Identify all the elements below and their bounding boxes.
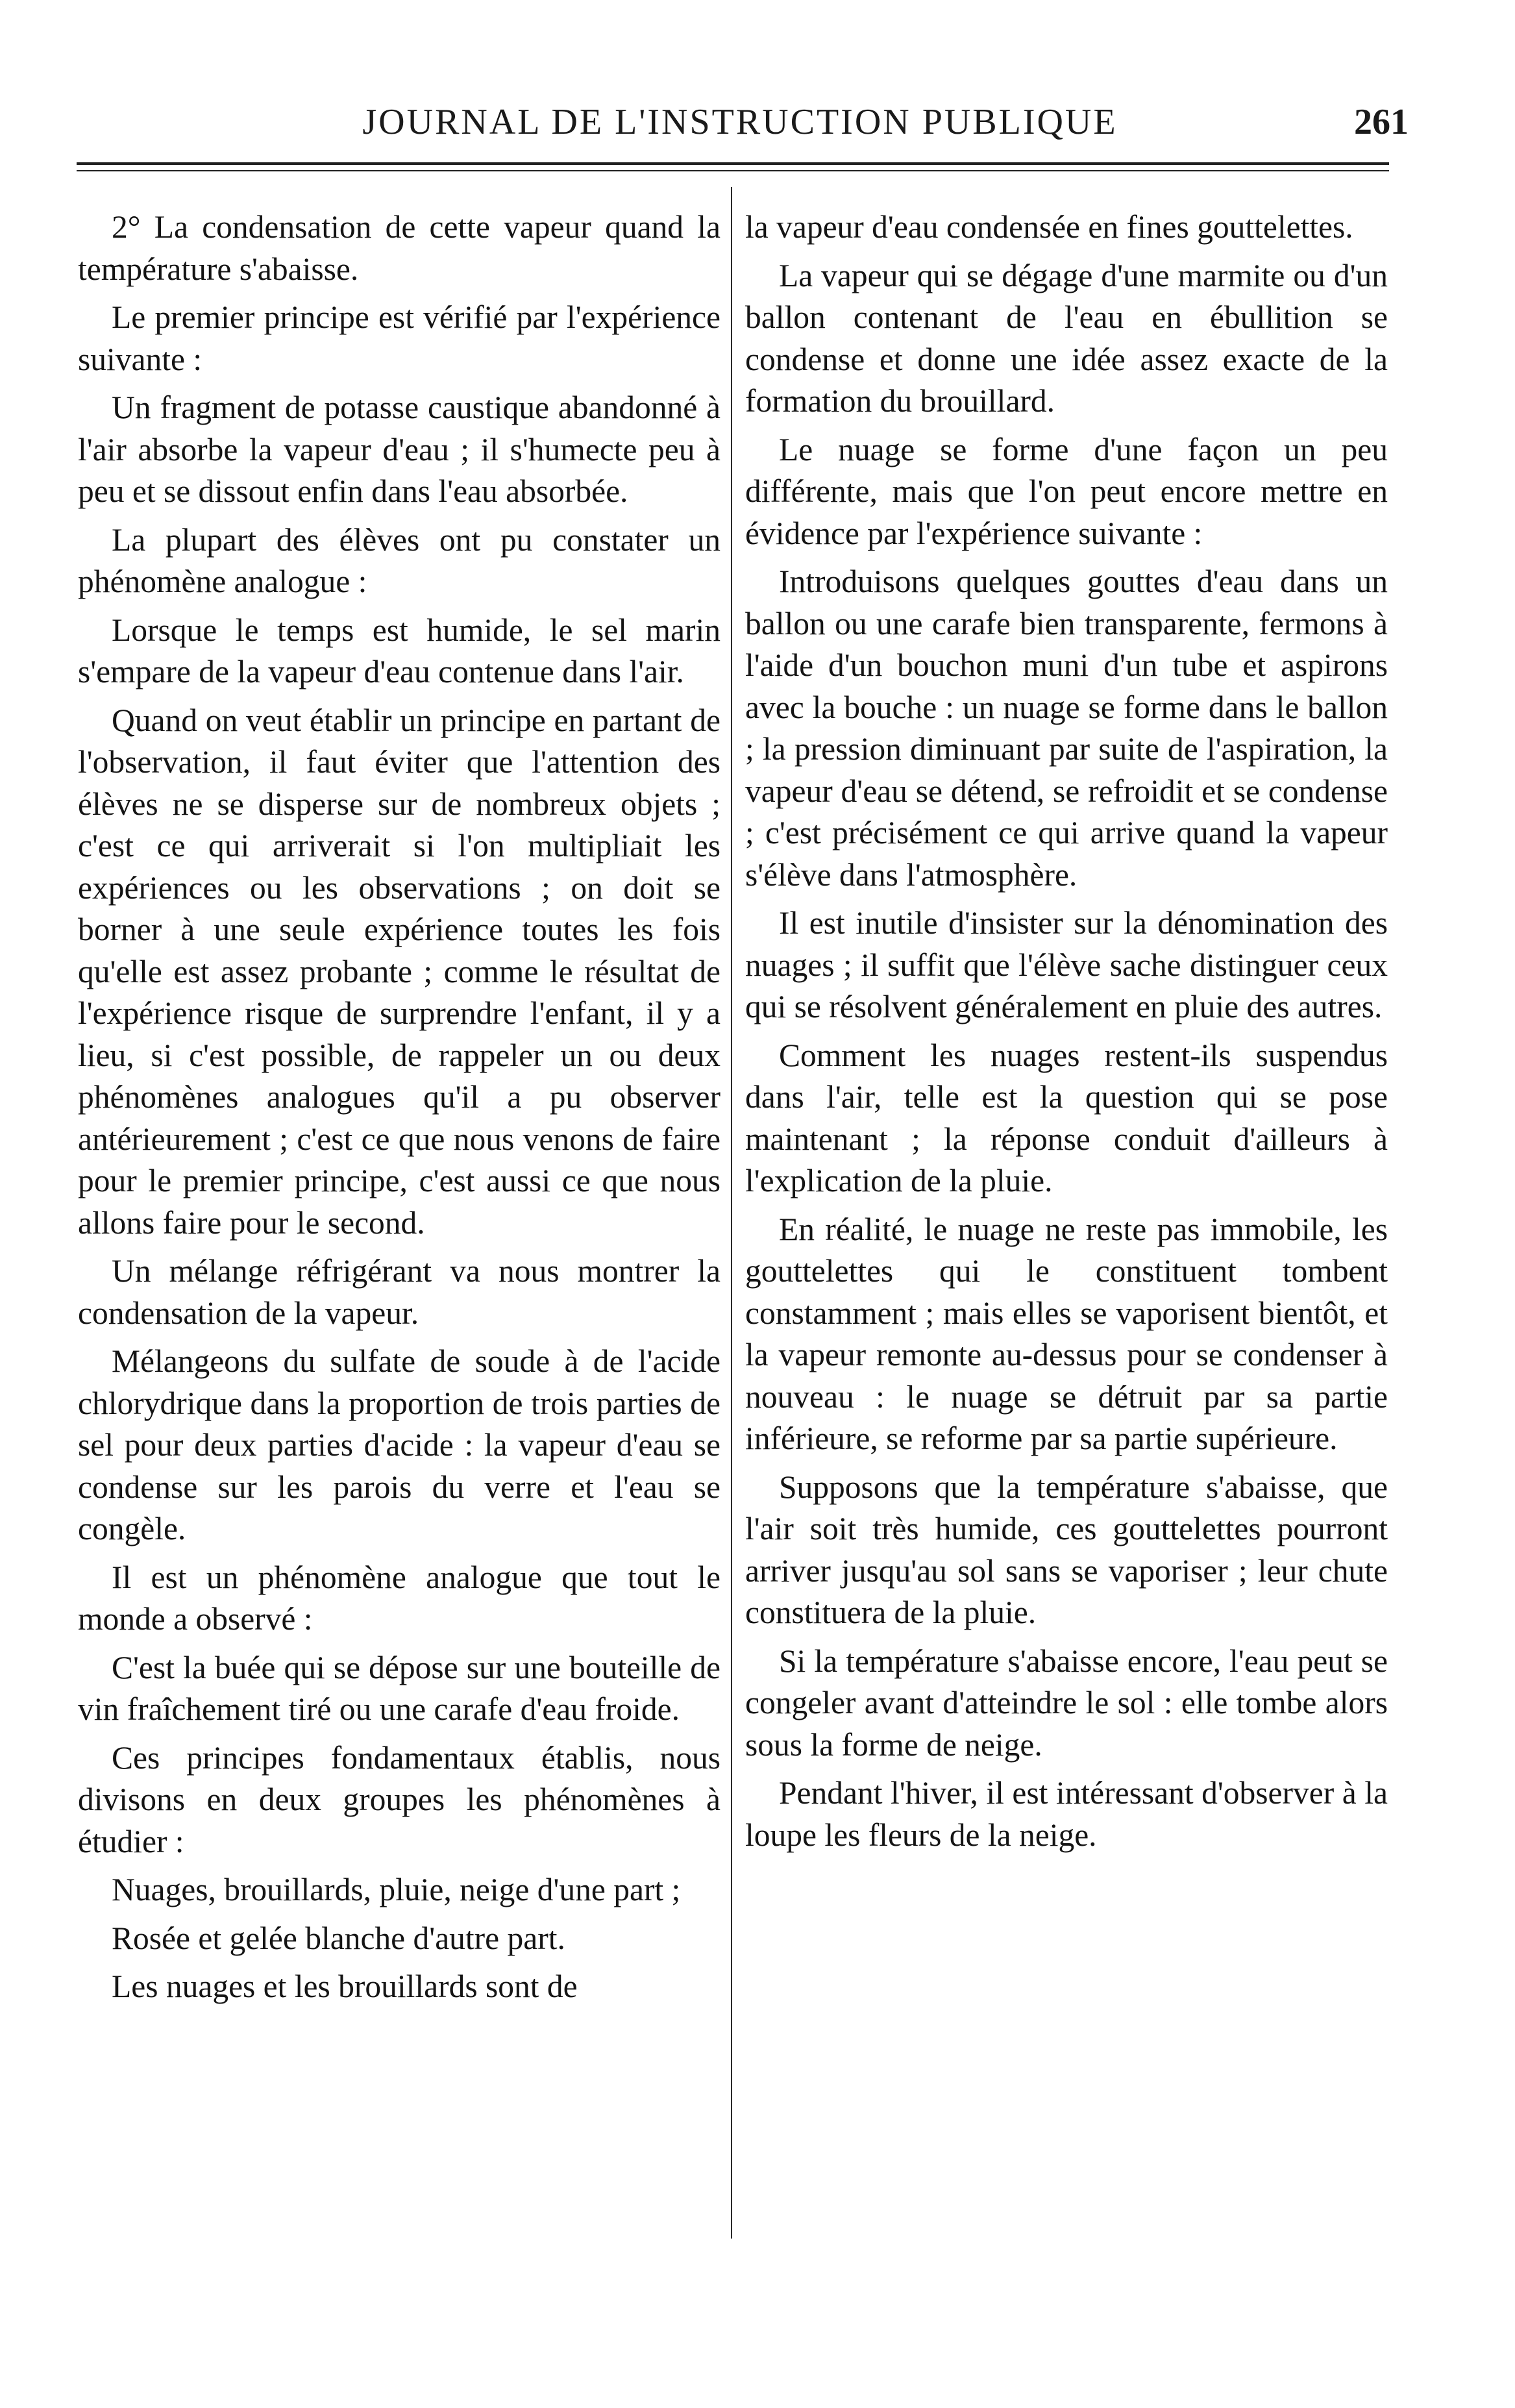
paragraph: Il est inutile d'insister sur la dénomination des nuages ; il suffit que l'élève sache distinguer ceux qui se résolvent généralement en pluie des autres.	[745, 905, 1388, 1024]
journal-title: JOURNAL DE L'INSTRUCTION PUBLIQUE	[362, 102, 1118, 142]
page-number: 261	[1354, 102, 1409, 142]
paragraph: 2° La condensation de cette vapeur quand la température s'abaisse.	[78, 209, 721, 287]
paragraph: Comment les nuages restent-ils suspendus dans l'air, telle est la question qui se pose maintenant ; la réponse conduit d'ailleurs à l'explication de la pluie.	[745, 1037, 1388, 1198]
paragraph: Les nuages et les brouillards sont de	[112, 1968, 578, 2004]
paragraph: Ces principes fondamentaux établis, nous divisons en deux groupes les phénomènes à étudier :	[78, 1739, 721, 1859]
column-divider	[731, 187, 732, 2239]
paragraph: Le premier principe est vérifié par l'expérience suivante :	[78, 299, 721, 377]
paragraph: Supposons que la température s'abaisse, que l'air soit très humide, ces gouttelettes pourront arriver jusqu'au sol sans se vaporiser ; leur chute constituera de la pluie.	[745, 1469, 1388, 1630]
paragraph: Introduisons quelques gouttes d'eau dans un ballon ou une carafe bien transparente, fermons à l'aide d'un bouchon muni d'un tube et aspirons avec la bouche : un nuage se forme dans le ballon ; la pression diminuant par suite de l'aspiration, la vapeur d'eau se détend, se refroidit et se condense ; c'est précisément ce qui arrive quand la vapeur s'élève dans l'atmosphère.	[745, 564, 1388, 893]
paragraph: Il est un phénomène analogue que tout le monde a observé :	[78, 1559, 721, 1637]
paragraph: Si la température s'abaisse encore, l'eau peut se congeler avant d'atteindre le sol : elle tombe alors sous la forme de neige.	[745, 1643, 1388, 1763]
paragraph: C'est la buée qui se dépose sur une bouteille de vin fraîchement tiré ou une carafe d'eau froide.	[78, 1649, 721, 1727]
paragraph: Un fragment de potasse caustique abandonné à l'air absorbe la vapeur d'eau ; il s'humecte peu à peu et se dissout enfin dans l'eau absorbée.	[78, 390, 721, 509]
paragraph: Mélangeons du sulfate de soude à de l'acide chlorydrique dans la proportion de trois parties de sel pour deux parties d'acide : la vapeur d'eau se condense sur les parois du verre et l'eau se congèle.	[78, 1343, 721, 1546]
paragraph: Nuages, brouillards, pluie, neige d'une part ;	[112, 1872, 681, 1907]
right-column	[745, 206, 1388, 1863]
header-rule-thin	[77, 170, 1389, 171]
paragraph: Le nuage se forme d'une façon un peu différente, mais que l'on peut encore mettre en évidence par l'expérience suivante :	[745, 431, 1388, 551]
paragraph: Quand on veut établir un principe en partant de l'observation, il faut éviter que l'attention des élèves ne se disperse sur de nombreux objets ; c'est ce qui arriverait si l'on multipliait les expériences ou les observations ; on doit se borner à une seule expérience toutes les fois qu'elle est assez probante ; comme le résultat de l'expérience risque de surprendre l'enfant, il y a lieu, si c'est possible, de rappeler un ou deux phénomènes analogues qu'il a pu observer antérieurement ; c'est ce que nous venons de faire pour le premier principe, c'est aussi ce que nous allons faire pour le second.	[78, 702, 721, 1241]
paragraph: Un mélange réfrigérant va nous montrer la condensation de la vapeur.	[78, 1253, 721, 1331]
header-rule-thick	[77, 162, 1389, 165]
paragraph: Pendant l'hiver, il est intéressant d'observer à la loupe les fleurs de la neige.	[745, 1775, 1388, 1853]
paragraph-continuation: la vapeur d'eau condensée en fines gouttelettes.	[745, 209, 1353, 245]
paragraph: La plupart des élèves ont pu constater un phénomène analogue :	[78, 521, 721, 599]
paragraph: Rosée et gelée blanche d'autre part.	[112, 1920, 565, 1956]
left-column	[78, 206, 721, 2015]
paragraph: La vapeur qui se dégage d'une marmite ou d'un ballon contenant de l'eau en ébullition se condense et donne une idée assez exacte de la formation du brouillard.	[745, 257, 1388, 419]
page-header	[71, 96, 1409, 148]
paragraph: En réalité, le nuage ne reste pas immobile, les gouttelettes qui le constituent tombent constamment ; mais elles se vaporisent bientôt, et la vapeur remonte au-dessus pour se condenser à nouveau : le nuage se détruit par sa partie inférieure, se reforme par sa partie supérieure.	[745, 1211, 1388, 1456]
paragraph: Lorsque le temps est humide, le sel marin s'empare de la vapeur d'eau contenue dans l'air.	[78, 612, 721, 689]
